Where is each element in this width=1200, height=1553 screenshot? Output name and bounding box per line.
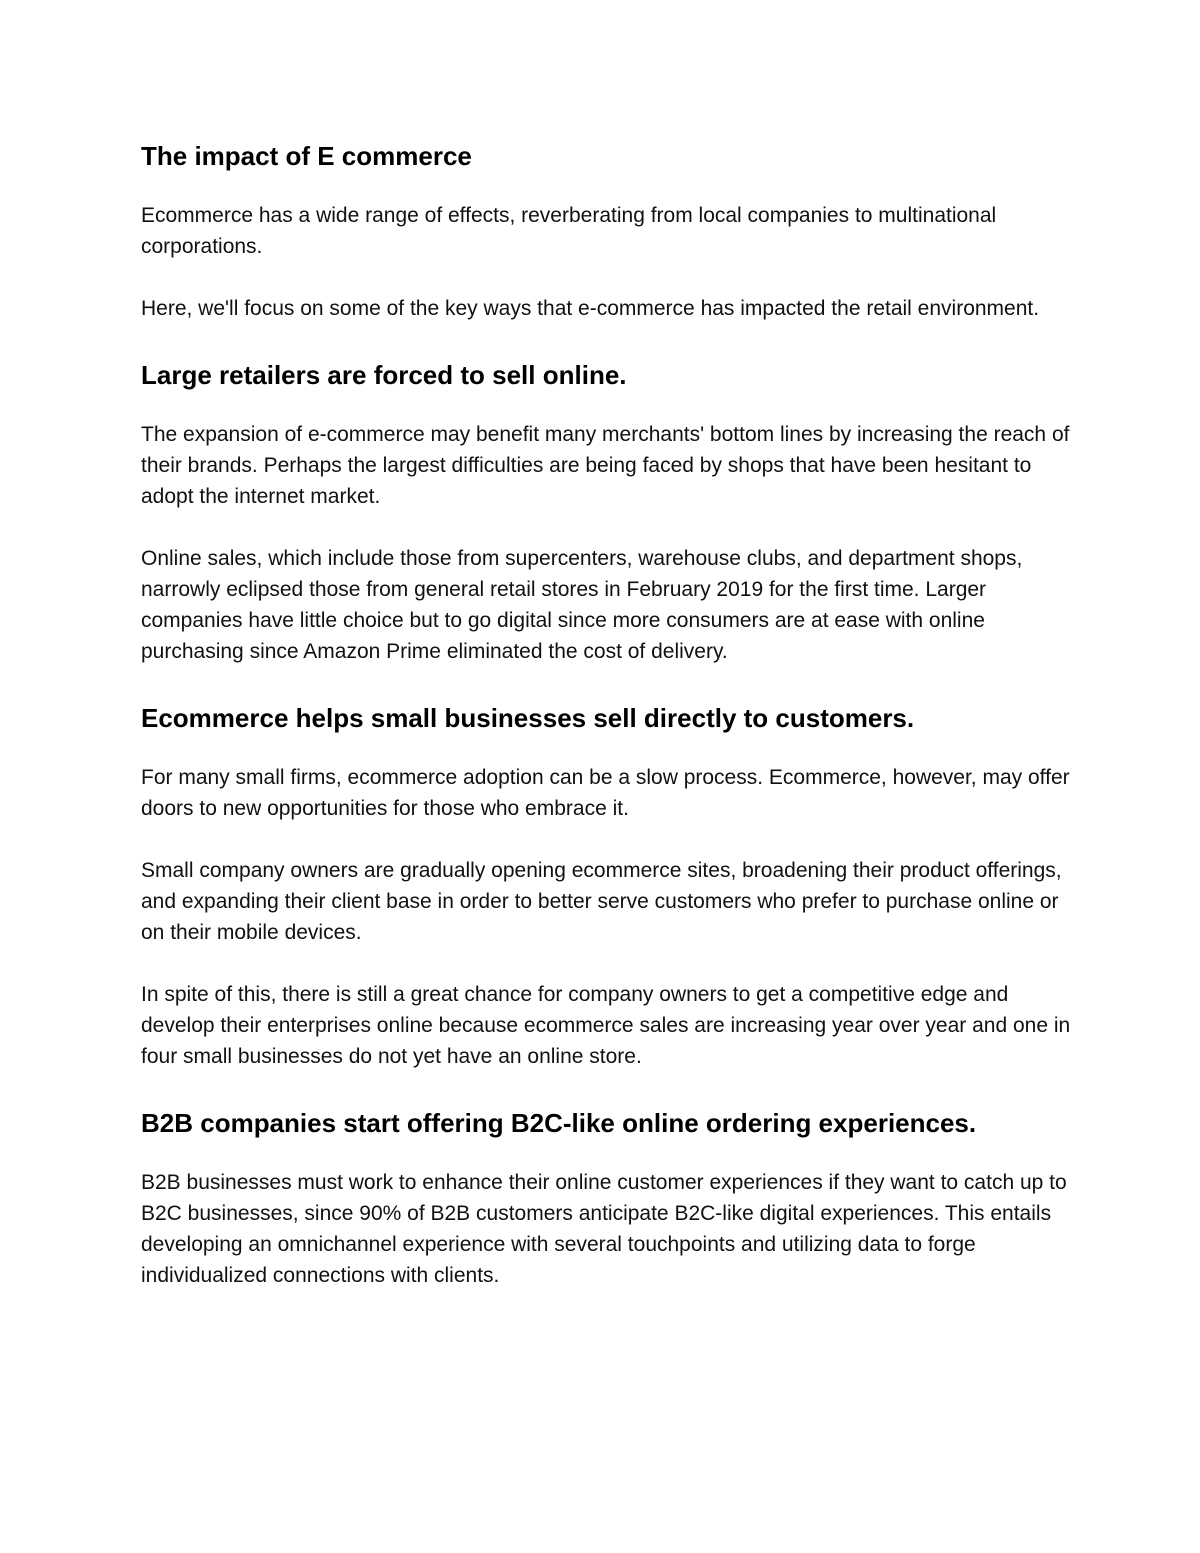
section-paragraph: Online sales, which include those from supercenters, warehouse clubs, and department shops, narrowly eclipsed those from general retail stores in February 2019 for the first time. Larger companies have little choice but to go digital since more consumers are at ease with online purchasing since Amazon Prime eliminated the cost of delivery. [141, 547, 1023, 663]
document-title: The impact of E commerce [141, 141, 472, 171]
section-heading-large-retailers: Large retailers are forced to sell online. [141, 360, 627, 390]
section-heading-b2b-companies: B2B companies start offering B2C-like online ordering experiences. [141, 1108, 977, 1138]
section-paragraph: B2B businesses must work to enhance their online customer experiences if they want to catch up to B2C businesses, since 90% of B2B customers anticipate B2C-like digital experiences. This entails developing an omnichannel experience with several touchpoints and utilizing data to forge individualized connections with clients. [141, 1171, 1067, 1287]
section-paragraph: In spite of this, there is still a great chance for company owners to get a competitive edge and develop their enterprises online because ecommerce sales are increasing year over year and one in four small businesses do not yet have an online store. [141, 983, 1071, 1068]
section-paragraph: For many small firms, ecommerce adoption can be a slow process. Ecommerce, however, may offer doors to new opportunities for those who embrace it. [141, 766, 1070, 820]
section-heading-small-businesses: Ecommerce helps small businesses sell directly to customers. [141, 703, 915, 733]
intro-paragraph: Ecommerce has a wide range of effects, reverberating from local companies to multinational corporations. [141, 204, 997, 258]
document-page [141, 136, 1071, 1322]
section-paragraph: Small company owners are gradually opening ecommerce sites, broadening their product offerings, and expanding their client base in order to better serve customers who prefer to purchase online or on their mobile devices. [141, 859, 1062, 944]
section-paragraph: The expansion of e-commerce may benefit many merchants' bottom lines by increasing the reach of their brands. Perhaps the largest difficulties are being faced by shops that have been hesitant to adopt the internet market. [141, 423, 1070, 508]
intro-paragraph: Here, we'll focus on some of the key ways that e-commerce has impacted the retail environment. [141, 297, 1040, 320]
